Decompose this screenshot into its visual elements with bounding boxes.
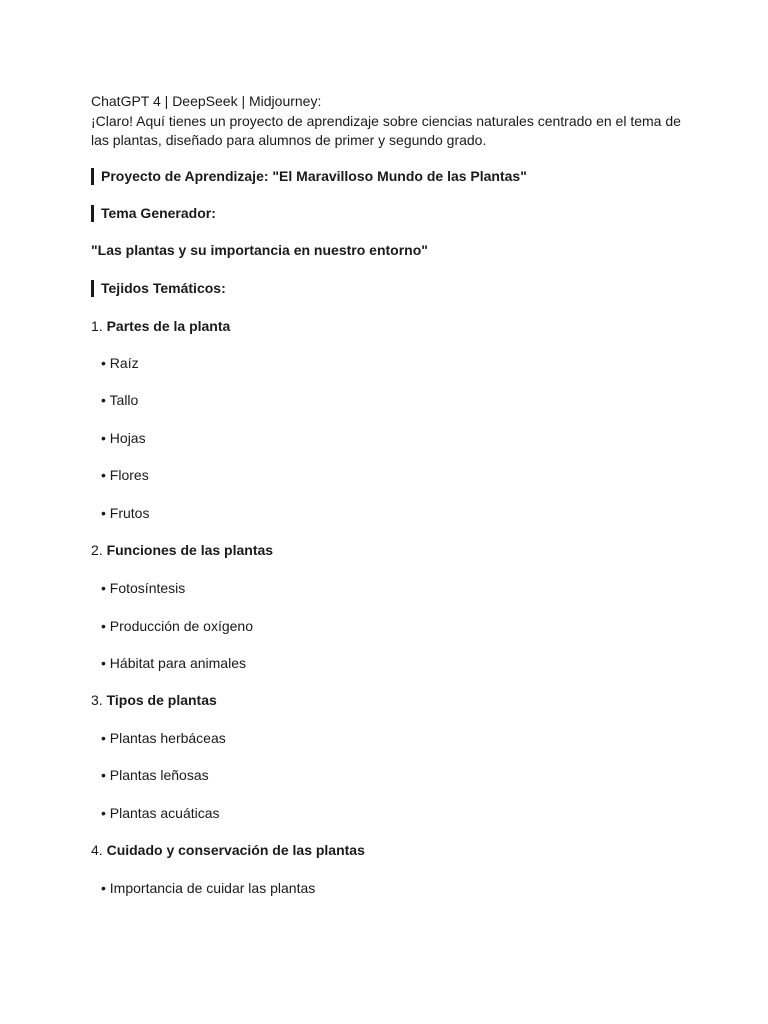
section-number: 2. <box>91 542 107 558</box>
tejidos-heading <box>91 279 226 297</box>
tema-generador-heading <box>91 204 216 222</box>
intro-block <box>91 92 691 151</box>
section-3-heading <box>91 691 217 709</box>
list-item: • Plantas herbáceas <box>101 730 226 746</box>
tema-generador-text: "Las plantas y su importancia en nuestro entorno" <box>91 242 428 258</box>
project-title: Proyecto de Aprendizaje: "El Maravilloso Mundo de las Plantas" <box>101 168 527 184</box>
list-item: • Importancia de cuidar las plantas <box>101 880 316 896</box>
heading-bar <box>91 168 94 185</box>
list-item: • Tallo <box>101 392 139 408</box>
heading-bar <box>91 280 94 297</box>
list-item: • Raíz <box>101 355 139 371</box>
tema-generador-label: Tema Generador: <box>101 205 216 221</box>
section-number: 4. <box>91 842 107 858</box>
list-item: • Flores <box>101 467 149 483</box>
section-number: 3. <box>91 692 107 708</box>
list-item: • Hojas <box>101 430 146 446</box>
list-item: • Fotosíntesis <box>101 580 186 596</box>
section-title: Funciones de las plantas <box>106 542 274 558</box>
section-title: Tipos de plantas <box>106 692 217 708</box>
list-item: • Plantas leñosas <box>101 767 209 783</box>
project-title-heading <box>91 167 527 185</box>
section-4-heading <box>91 841 365 859</box>
list-item: • Frutos <box>101 505 150 521</box>
section-title: Partes de la planta <box>106 318 231 334</box>
list-item: • Producción de oxígeno <box>101 618 254 634</box>
list-item: • Plantas acuáticas <box>101 805 220 821</box>
intro-text: ¡Claro! Aquí tienes un proyecto de aprendizaje sobre ciencias naturales centrado en el tema de las plantas, diseñado para alumnos de primer y segundo grado. <box>91 112 681 148</box>
section-title: Cuidado y conservación de las plantas <box>106 842 365 858</box>
intro-source-line: ChatGPT 4 | DeepSeek | Midjourney: <box>91 93 322 109</box>
tejidos-label: Tejidos Temáticos: <box>101 280 226 296</box>
heading-bar <box>91 205 94 222</box>
list-item: • Hábitat para animales <box>101 655 246 671</box>
section-number: 1. <box>91 318 107 334</box>
section-2-heading <box>91 541 273 559</box>
section-1-heading <box>91 317 230 335</box>
